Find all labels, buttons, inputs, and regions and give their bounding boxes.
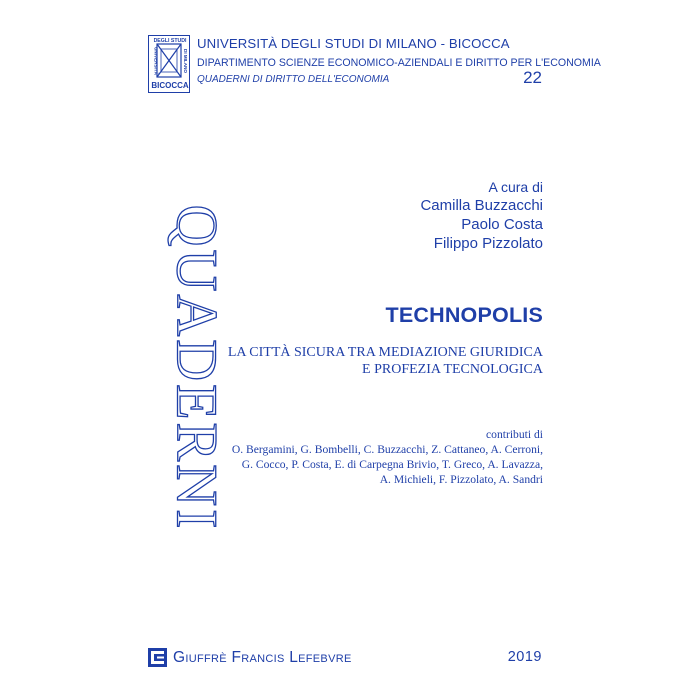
publisher-name: Giuffrè Francis Lefebvre	[173, 648, 352, 666]
logo-side-left-text: UNIVERSITÀ	[153, 47, 159, 75]
subtitle-line: LA CITTÀ SICURA TRA MEDIAZIONE GIURIDICA	[227, 345, 543, 360]
editor-name: Camilla Buzzacchi	[420, 197, 543, 214]
editors-block	[420, 178, 543, 253]
series-name: QUADERNI DI DIRITTO DELL'ECONOMIA	[197, 74, 390, 85]
book-title: TECHNOPOLIS	[385, 303, 543, 327]
editor-name: Paolo Costa	[461, 216, 543, 233]
subtitle-line: E PROFEZIA TECNOLOGICA	[362, 362, 543, 377]
logo-bottom-text: BICOCCA	[151, 81, 189, 90]
university-logo	[148, 35, 190, 93]
book-subtitle	[228, 344, 543, 378]
editor-name: Filippo Pizzolato	[433, 235, 543, 252]
contributors-line: G. Cocco, P. Costa, E. di Carpegna Brivio, T. Greco, A. Lavazza,	[241, 458, 543, 471]
logo-side-right-text: DI MILANO	[183, 49, 188, 73]
series-number: 22	[523, 68, 542, 87]
department-name: DIPARTIMENTO SCIENZE ECONOMICO-AZIENDALI E DIRITTO PER L'ECONOMIA	[197, 57, 601, 69]
publisher-logo-icon	[148, 648, 167, 667]
logo-top-text: DEGLI STUDI	[153, 38, 187, 44]
contributors-line: A. Michieli, F. Pizzolato, A. Sandri	[379, 473, 543, 486]
contributors-block	[232, 427, 543, 487]
contributors-line: O. Bergamini, G. Bombelli, C. Buzzacchi, Z. Cattaneo, A. Cerroni,	[231, 443, 543, 456]
contributors-label: contributi di	[486, 428, 543, 441]
series-vertical-title-text: QUADERNI	[164, 204, 230, 532]
publisher-block	[148, 648, 352, 667]
university-name: UNIVERSITÀ DEGLI STUDI DI MILANO - BICOCCA	[197, 36, 510, 51]
publication-year: 2019	[507, 649, 542, 665]
editors-label: A cura di	[488, 179, 543, 195]
